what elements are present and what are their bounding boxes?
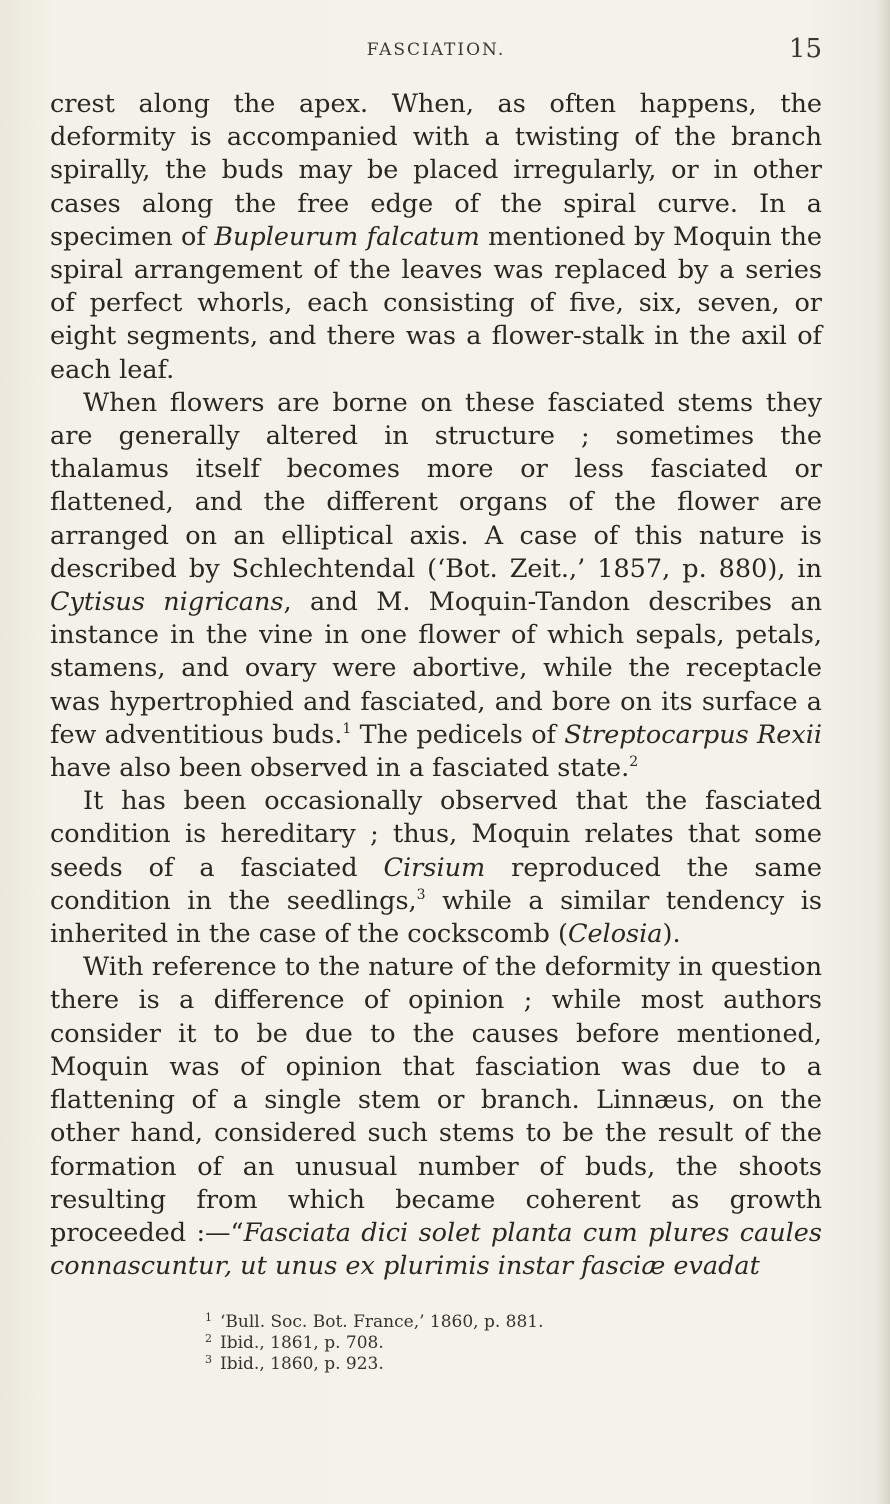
footnote-ref: 3 [416, 886, 426, 903]
paragraph [50, 387, 822, 785]
page-header [50, 34, 822, 70]
footnote [205, 1354, 805, 1375]
page-edge-shadow [876, 0, 890, 1504]
text-run: With reference to the nature of the deformity in question there is a difference of opinion ; while most authors consider it to be due to the causes before mentioned, Moquin was of opinion that fasciation was due to a flattening of a single stem or branch. Linnæus, on the other hand, considered such stems to be the result of the formation of an unusual number of buds, the shoots resulting from which became coherent as growth proceeded :—“ [50, 952, 822, 1248]
paragraph [50, 88, 822, 387]
italic-text: Fasciata dici solet planta cum plures caules connascuntur, ut unus ex plurimis instar fasciæ evadat [50, 1217, 822, 1282]
footnote-ref: 1 [342, 720, 352, 737]
text-run: When flowers are borne on these fasciated stems they are generally altered in structure ; sometimes the thalamus itself becomes more or less fasciated or flattened, and the different organs of the flower are arranged on an elliptical axis. A case of this nature is described by Schlechtendal (‘Bot. Zeit.,’ 1857, p. 880), in [50, 387, 822, 584]
footnote [205, 1312, 805, 1333]
italic-text: Cirsium [383, 852, 486, 883]
text-run: It has been occasionally observed that the fasciated condition is hereditary ; thus, Moquin relates that some seeds of a fasciated [50, 786, 822, 883]
text-run: , and M. Moquin-Tandon describes an instance in the vine in one flower of which sepals, petals, stamens, and ovary were abortive, while the receptacle was hypertrophied and fasciated, and bore on its surface a few adventitious buds. [50, 587, 822, 750]
text-run: The pedicels of [351, 719, 565, 750]
text-run: crest along the apex. When, as often happens, the deformity is accompanied with a twisting of the branch spirally, the buds may be placed irregularly, or in other cases along the free edge of the spiral curve. In a specimen of [50, 89, 822, 252]
body-text [50, 88, 822, 1283]
footnotes [205, 1312, 805, 1375]
footnote-mark: 1 [205, 1311, 212, 1324]
running-head: FASCIATION. [366, 40, 506, 60]
text-run: while a similar tendency is inherited in the case of the cockscomb ( [50, 885, 822, 950]
footnote-mark: 3 [205, 1353, 212, 1366]
italic-text: Celosia [567, 919, 663, 950]
footnote-text: Ibid., 1860, p. 923. [220, 1354, 384, 1374]
paragraph [50, 785, 822, 951]
footnote-text: ‘Bull. Soc. Bot. France,’ 1860, p. 881. [220, 1312, 544, 1332]
italic-text: Streptocarpus Rexii [564, 719, 823, 750]
paragraph [50, 951, 822, 1283]
text-run: have also been observed in a fasciated state. [50, 753, 630, 784]
page-number: 15 [788, 34, 822, 64]
text-run: mentioned by Moquin the spiral arrangement of the leaves was replaced by a series of perfect whorls, each consisting of five, six, seven, or eight segments, and there was a flower-stalk in the axil of each leaf. [50, 221, 822, 385]
footnote-ref: 2 [629, 754, 639, 771]
text-run: ). [662, 919, 681, 950]
footnote [205, 1333, 805, 1354]
footnote-text: Ibid., 1861, p. 708. [220, 1333, 384, 1353]
footnote-mark: 2 [205, 1332, 212, 1345]
italic-text: Cytisus nigricans [50, 587, 284, 618]
text-run: reproduced the same condition in the seedlings, [50, 852, 822, 916]
italic-text: Bupleurum falcatum [214, 221, 480, 252]
